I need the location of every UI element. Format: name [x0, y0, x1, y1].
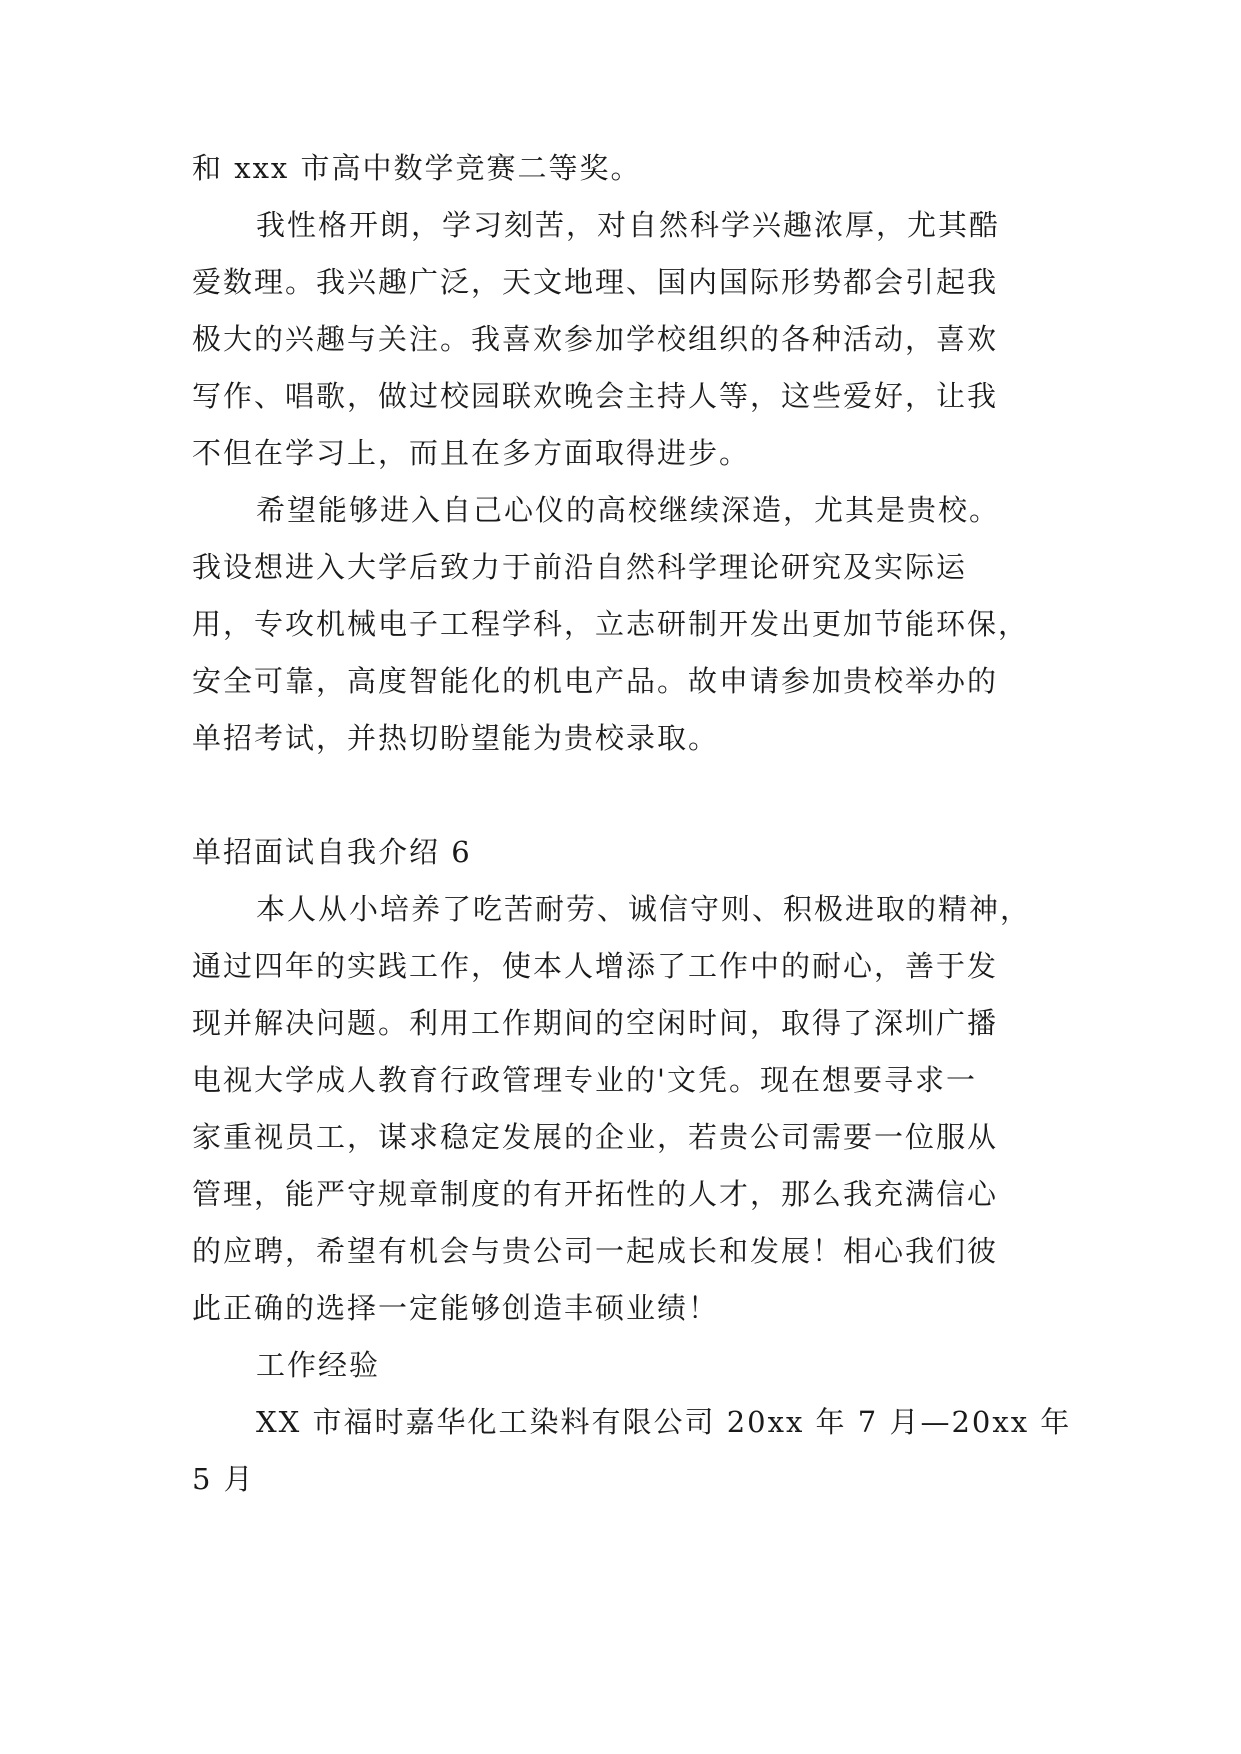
text-line: 爱数理。我兴趣广泛，天文地理、国内国际形势都会引起我 — [192, 265, 999, 299]
text-line: 家重视员工，谋求稳定发展的企业，若贵公司需要一位服从 — [192, 1120, 999, 1154]
paragraph-first-line: 我性格开朗，学习刻苦，对自然科学兴趣浓厚，尤其酷 — [256, 208, 1001, 242]
section-heading: 单招面试自我介绍 6 — [192, 835, 472, 869]
paragraph-first-line: 希望能够进入自己心仪的高校继续深造，尤其是贵校。 — [256, 493, 1001, 527]
text-line: 不但在学习上，而且在多方面取得进步。 — [192, 436, 751, 470]
text-line: 极大的兴趣与关注。我喜欢参加学校组织的各种活动，喜欢 — [192, 322, 999, 356]
text-line: 和 xxx 市高中数学竞赛二等奖。 — [192, 151, 642, 185]
paragraph-first-line: 本人从小培养了吃苦耐劳、诚信守则、积极进取的精神， — [256, 892, 1032, 926]
text-line: 写作、唱歌，做过校园联欢晚会主持人等，这些爱好，让我 — [192, 379, 999, 413]
text-line: 的应聘，希望有机会与贵公司一起成长和发展！相心我们彼 — [192, 1234, 999, 1268]
text-line: 此正确的选择一定能够创造丰硕业绩！ — [192, 1291, 720, 1325]
text-line: 5 月 — [192, 1462, 255, 1496]
text-line: 现并解决问题。利用工作期间的空闲时间，取得了深圳广播 — [192, 1006, 999, 1040]
text-line: 安全可靠，高度智能化的机电产品。故申请参加贵校举办的 — [192, 664, 999, 698]
text-line: 管理，能严守规章制度的有开拓性的人才，那么我充满信心 — [192, 1177, 999, 1211]
text-line: 通过四年的实践工作，使本人增添了工作中的耐心，善于发 — [192, 949, 999, 983]
subheading-work-experience: 工作经验 — [256, 1348, 381, 1382]
text-line: 电视大学成人教育行政管理专业的'文凭。现在想要寻求一 — [192, 1063, 977, 1097]
text-line: 我设想进入大学后致力于前沿自然科学理论研究及实际运 — [192, 550, 968, 584]
text-line: 单招考试，并热切盼望能为贵校录取。 — [192, 721, 720, 755]
text-line: 用，专攻机械电子工程学科，立志研制开发出更加节能环保， — [192, 607, 1030, 641]
work-entry: XX 市福时嘉华化工染料有限公司 20xx 年 7 月—20xx 年 — [256, 1405, 1072, 1439]
